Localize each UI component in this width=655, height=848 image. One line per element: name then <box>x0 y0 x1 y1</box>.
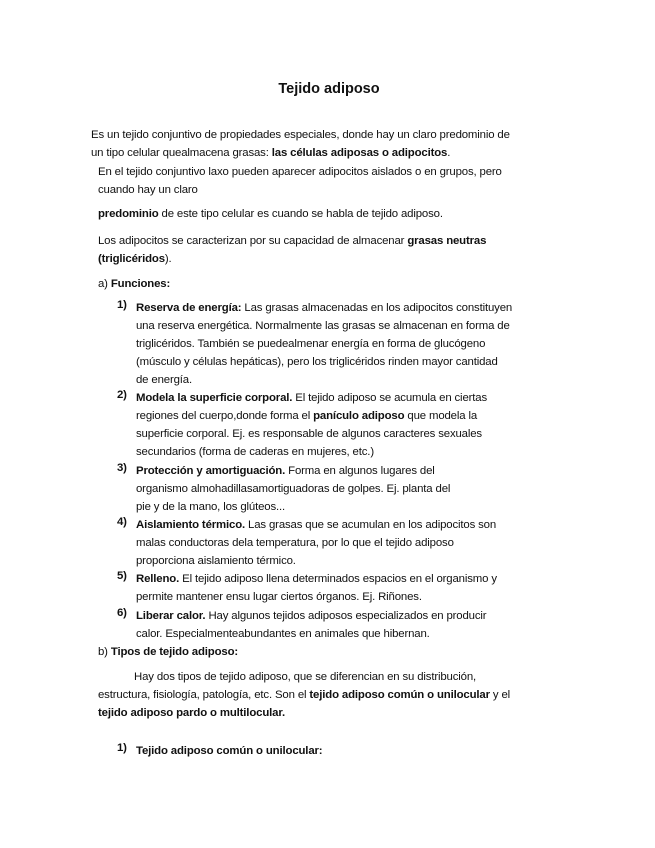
types-line-2: estructura, fisiología, patología, etc. Son el tejido adiposo común o unilocular y el <box>98 689 511 701</box>
types-line-3: tejido adiposo pardo o multilocular. <box>98 707 285 719</box>
section-b-heading: b) Tipos de tejido adiposo: <box>98 646 239 658</box>
paragraph-predominio: predominio de este tipo celular es cuando se habla de tejido adiposo. <box>98 208 443 220</box>
intro-line-2: un tipo celular quealmacena grasas: las células adiposas o adipocitos. <box>91 147 451 159</box>
intro-line-1: Es un tejido conjuntivo de propiedades especiales, donde hay un claro predominio de <box>91 129 510 141</box>
para3-line-1: Los adipocitos se caracterizan por su capacidad de almacenar grasas neutras <box>98 235 487 247</box>
intro-paragraph <box>91 126 510 162</box>
unilocular-term: tejido adiposo común o unilocular <box>309 689 490 701</box>
adipocitos-term: las células adiposas o adipocitos <box>271 147 448 159</box>
types-paragraph <box>98 668 510 722</box>
paniculo-adiposo-term: panículo adiposo <box>313 410 405 422</box>
page-title: Tejido adiposo <box>278 81 380 97</box>
list-number: 3) <box>117 462 127 474</box>
list-number: 2) <box>117 389 127 401</box>
predominio-term: predominio <box>98 208 159 220</box>
list-number: 1) <box>117 742 127 754</box>
list-number: 6) <box>117 607 127 619</box>
types-line-1: Hay dos tipos de tejido adiposo, que se diferencian en su distribución, <box>134 671 477 683</box>
paragraph-grasas-neutras <box>98 232 486 268</box>
para1-line-1: En el tejido conjuntivo laxo pueden aparecer adipocitos aislados o en grupos, pero <box>98 166 502 178</box>
para1-line-2: cuando hay un claro <box>98 184 198 196</box>
list-number: 5) <box>117 570 127 582</box>
section-a-heading: a) Funciones: <box>98 278 171 290</box>
list-number: 4) <box>117 516 127 528</box>
grasas-neutras-term: grasas neutras <box>407 235 487 247</box>
document-page: Tejido adiposo Es un tejido conjuntivo de propiedades especiales, donde hay un claro predominio de un tipo celular quealmacena grasas: las células adiposas o adipocitos. En el tejido conjuntivo laxo pueden aparecer adipocitos aislados o en grupos, pero cuando hay un claro predominio de este tipo celular es cuando se habla de tejido adiposo. Los adipocitos se caracterizan por su capacidad de almacenar grasas neutras (triglicéridos). a) Funciones: 1) Reserva de energía: Las grasas almacenadas en los adipocitos constituyen una reserva energética. Normalmente las grasas se almacenan en forma de triglicéridos. También se puedealmenar energía en forma de glucógeno (músculo y células hepáticas), pero los triglicéridos rinden mayor cantidad de energía. 2) Modela la superficie corporal. El tejido adiposo se acumula en ciertas regiones del cuerpo,donde forma el panículo adiposo que modela la superficie corporal. Ej. es responsable de algunos caracteres sexuales secundarios (forma de caderas en mujeres, etc.) 3) Protección y amortiguación. Forma en algunos lugares del organismo almohadillasamortiguadoras de golpes. Ej. planta del pie y de la mano, los glúteos... 4) Aislamiento térmico. Las grasas que se acumulan en los adipocitos son malas conductoras dela temperatura, por lo que el tejido adiposo proporciona aislamiento térmico. 5) Relleno. El tejido adiposo llena determinados espacios en el organismo y permite mantener ensu lugar ciertos órganos. Ej. Riñones. 6) Liberar calor. Hay algunos tejidos adiposos especializados en producir calor. Especialmenteabundantes en animales que hibernan. b) Tipos de tejido adiposo: Hay dos tipos de tejido adiposo, que se diferencian en su distribución, estructura, fisiología, patología, etc. Son el tejido adiposo común o unilocular y el tejido adiposo pardo o multilocular. 1) Tejido adiposo común o unilocular: <box>0 0 655 848</box>
paragraph-laxo <box>98 163 502 199</box>
para3-line-2: (triglicéridos). <box>98 253 172 265</box>
list-number: 1) <box>117 299 127 311</box>
